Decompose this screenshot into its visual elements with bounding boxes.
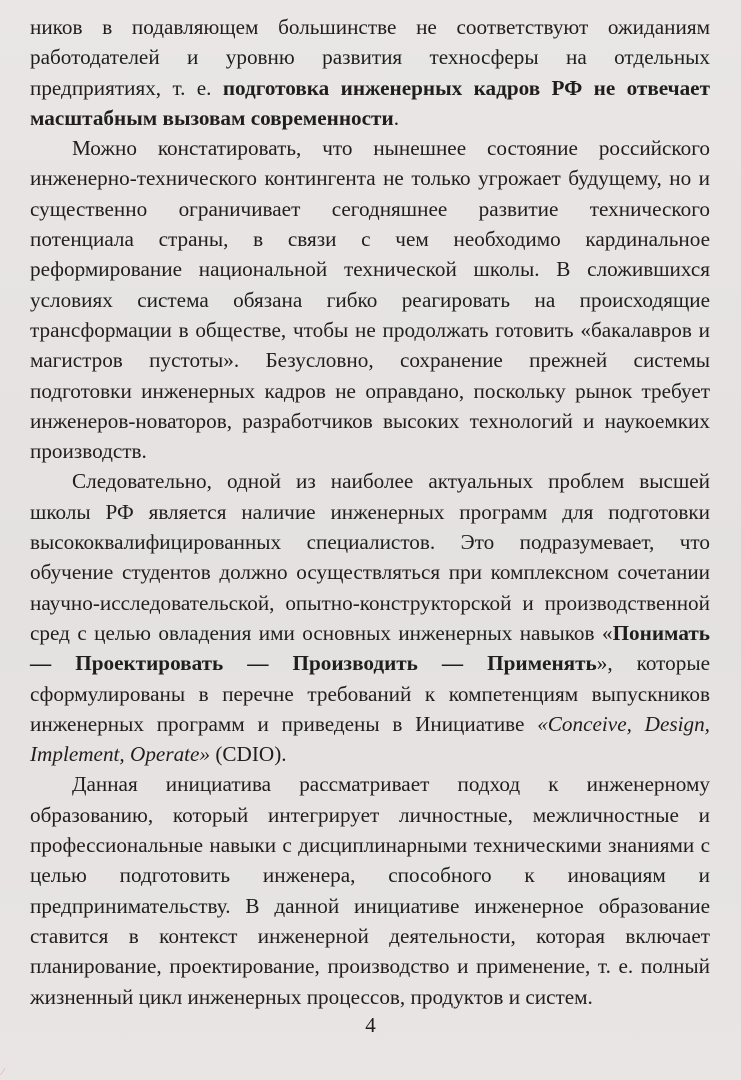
bold-text-run: подготовка инженерных кадров РФ не отвечает масштабным вызовам современности <box>30 75 710 130</box>
body-text <box>30 12 710 1012</box>
paragraph <box>30 769 710 1011</box>
corner-mark-icon: ⁄ <box>2 1067 4 1078</box>
text-run: . <box>393 105 399 130</box>
paragraph <box>30 133 710 466</box>
page-number: 4 <box>365 1013 376 1037</box>
paragraph <box>30 12 710 133</box>
text-run: (CDIO). <box>210 742 287 767</box>
text-run: Можно констатировать, что нынешнее состояние российского инженерно-технического контингента не только угрожает будущему, но и существенно ограничивает сегодняшнее развитие технического потенциала страны, в связи с чем необходимо кардинальное реформирование национальной технической школы. В сложившихся условиях система обязана гибко реагировать на происходящие трансформации в обществе, чтобы не продолжать готовить «бакалавров и магистров пустоты». Безусловно, сохранение прежней системы подготовки инженерных кадров не оправдано, поскольку рынок требует инженеров-новаторов, разработчиков высоких технологий и наукоемких производств. <box>30 136 710 464</box>
paragraph <box>30 466 710 769</box>
text-run: Данная инициатива рассматривает подход к инженерному образованию, который интегрирует личностные, межличностные и профессиональные навыки с дисциплинарными техническими знаниями с целью подготовить инженера, способного к иновациям и предпринимательству. В данной инициативе инженерное образование ставится в контекст инженерной деятельности, которая включает планирование, проектирование, производство и применение, т. е. полный жизненный цикл инженерных процессов, продуктов и систем. <box>30 772 710 1009</box>
text-run: ников в подавляющем большинстве не соответствуют ожиданиям работодателей и уровню развития техносферы на отдельных предприятиях, т. е. <box>30 15 710 100</box>
text-run: », которые сформулированы в перечне требований к компетенциям выпускников инженерных программ и приведены в Инициативе <box>30 651 710 736</box>
bold-text-run: Понимать — Проектировать — Производить — Применять <box>30 620 710 676</box>
text-run: Следовательно, одной из наиболее актуальных проблем высшей школы РФ является наличие инженерных программ для подготовки высококвалифицированных специалистов. Это подразумевает, что обучение студентов должно осуществляться при комплексном сочетании научно-исследовательской, опытно-конструкторской и производственной сред с целью овладения ими основных инженерных навыков « <box>30 469 710 645</box>
italic-text-run: «Conceive, Design, Implement, Operate» <box>30 711 710 767</box>
